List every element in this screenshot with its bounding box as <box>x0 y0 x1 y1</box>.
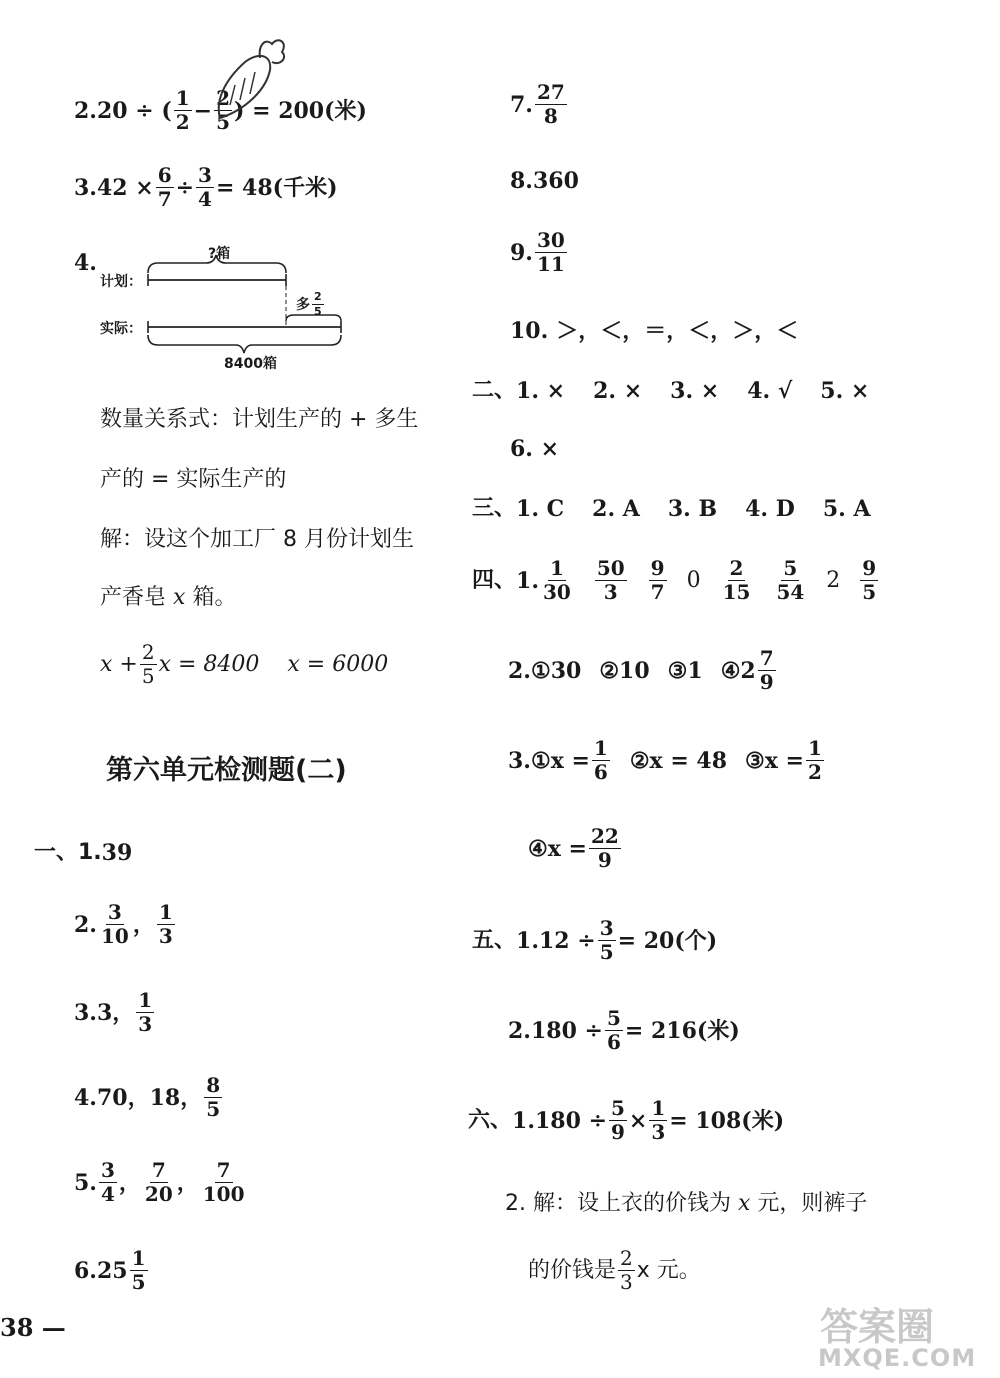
answer-1-6: 6. 25 1 5 <box>74 1246 146 1294</box>
segment-diagram <box>96 245 366 375</box>
answer-1-5: 5. 3 4 ， 7 20 ， 7 100 <box>74 1158 245 1206</box>
unknown-label: ?箱 <box>208 246 231 262</box>
section-4-line-4: ④x = $\frac{22}{9}$ <box>528 824 619 872</box>
section-4-line-3: 3. ①x = $\frac{1}{6}$ ②x = 48 ③x = $\frac{1}{2}$ <box>508 736 822 784</box>
section-2-line-1: 二、 1. × 2. × 3. × 4. √ 5. × <box>472 378 870 404</box>
section-6-line-3: 的价钱是 2 3 x 元。 <box>528 1246 701 1294</box>
more-label: 多 2 5 <box>296 290 322 318</box>
section-2-line-2: 6. × <box>510 436 560 462</box>
section-3: 三、 1. C 2. A 3. B 4. D 5. A <box>472 496 871 522</box>
section-6-line-2: 2. 解：设上衣的价钱为 x 元，则裤子 <box>505 1191 868 1216</box>
section-title: 第六单元检测题(二) <box>106 755 347 786</box>
section-5-line-2: 2. 180 ÷ $\frac{5}{6}$ = 216(米) <box>508 1006 740 1054</box>
watermark-url: MXQE.COM <box>818 1344 977 1372</box>
total-label: 8400箱 <box>224 356 277 372</box>
answer-8: 8. 360 <box>510 168 579 194</box>
solution-line-2: 产香皂 x 箱。 <box>100 585 237 610</box>
answer-1-4: 4. 70，18， 8 5 <box>74 1073 221 1121</box>
plan-label: 计划： <box>100 274 142 290</box>
answer-10: 10. ＞，＜，＝，＜，＞，＜ <box>510 318 799 344</box>
section-6-line-1: 六、 1. 180 ÷ $\frac{5}{9}$ × $\frac{1}{3}$ = 108(米) <box>468 1096 785 1144</box>
equation-line: x + $\frac{2}{5}$ x = 8400 x = 6000 <box>100 640 389 688</box>
page-number: 38 — <box>0 1313 66 1342</box>
answer-line-2: 2. 20 ÷ ( 1 2 − $\frac{2}{5}$ ) = 200(米) <box>74 86 367 134</box>
relation-line-1: 数量关系式：计划生产的 + 多生 <box>100 407 419 432</box>
answer-line-4: 4. <box>74 250 97 276</box>
section-4-line-2: 2. ①30 ②10 ③1 ④2 7 9 <box>508 646 774 694</box>
answer-1-1: 一、1. 39 <box>34 840 133 866</box>
answer-line-3: 3. 42 × $\frac{6}{7}$ ÷ $\frac{3}{4}$ = 48(千米) <box>74 163 338 211</box>
actual-label: 实际： <box>100 321 142 337</box>
answer-9: 9. 30 11 <box>510 228 565 276</box>
answer-7: 7. 27 8 <box>510 80 565 128</box>
section-5-line-1: 五、 1. 12 ÷ $\frac{3}{5}$ = 20(个) <box>472 916 718 964</box>
answer-1-3: 3. 3， 1 3 <box>74 988 153 1036</box>
solution-line-1: 解：设这个加工厂 8 月份计划生 <box>100 527 414 552</box>
watermark-logo: 答案圈 <box>820 1305 935 1349</box>
section-4-line-1: 四、 1. 1 30 50 3 9 7 0 2 15 5 54 2 9 5 <box>472 556 877 604</box>
carrot-doodle <box>200 30 290 130</box>
answer-1-2: 2. 3 10 ， 1 3 <box>74 900 173 948</box>
relation-line-2: 产的 = 实际生产的 <box>100 467 287 492</box>
